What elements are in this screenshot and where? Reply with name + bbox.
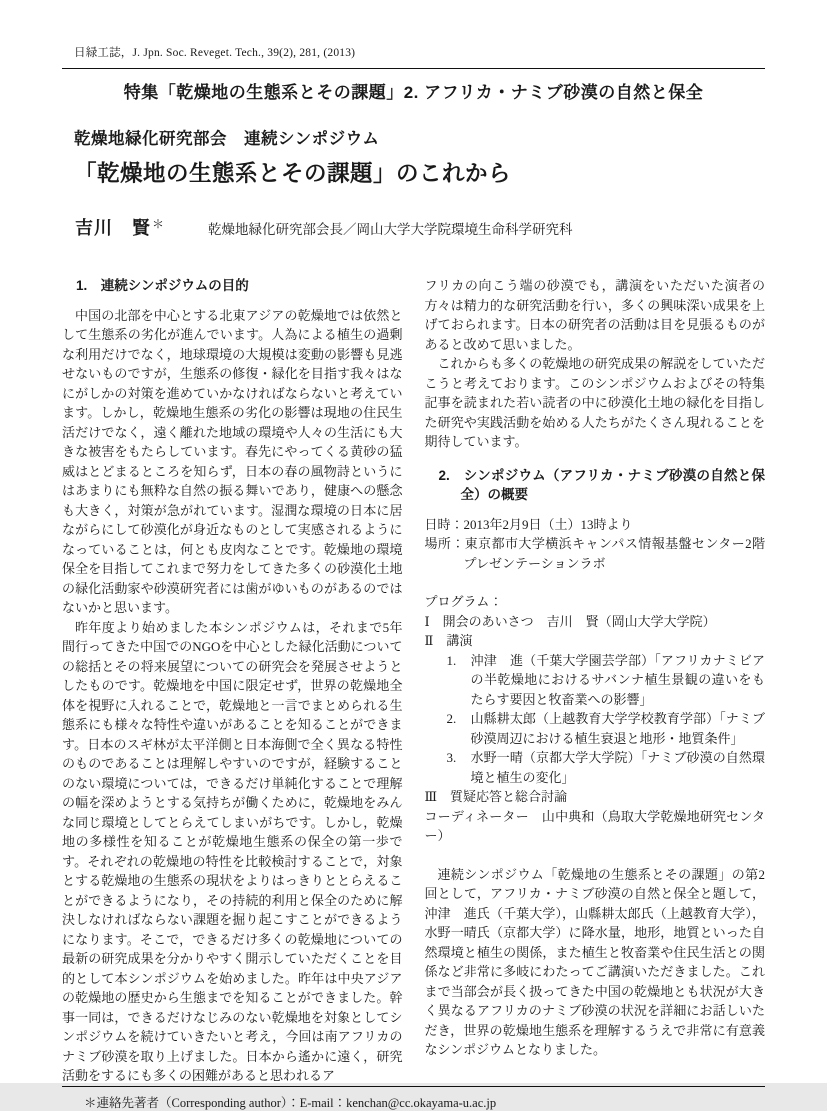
series-title: 乾燥地緑化研究部会 連続シンポジウム [74, 130, 380, 148]
symposium-place: 場所：東京都市大学横浜キャンパス情報基盤センター2階 プレゼンテーションラボ [424, 536, 779, 571]
feature-banner: 特集「乾燥地の生態系とその課題」2. アフリカ・ナミブ砂漠の自然と保全 [123, 83, 704, 102]
lecture-text: 山縣耕太郎（上越教育大学学校教育学部）「ナミブ砂漠周辺における植生衰退と地形・地質条件」 [470, 711, 765, 746]
spacer [425, 573, 766, 592]
author-line [62, 214, 765, 240]
section1-paragraph-1: 中国の北部を中心とする北東アジアの乾燥地では依然として生態系の劣化が進んでいます。人為による植生の過剰な利用だけでなく，地球環境の大規模は変動の影響も見逃せないものですが，生態系の修復・緑化を目指す我々はなにがしかの対策を進めていかなければならないと考えています。しかし，乾燥地生態系の劣化の影響は現地の住民生活だけでなく，遠く離れた地域の環境や人々の生活にも大きな被害をもたらしています。春先にやってくる黄砂の猛威はとどまるところを知らず，日本の春の風物詩というにはあまりにも無粋な自然の振る舞いであり，健康への懸念も大きく，対策が急がれています。湿潤な環境の日本に居ながらにして砂漠化が身近なものとして実感されるようになっていることは，何とも皮肉なことです。乾燥地の環境保全を目指してこれまで努力をしてきた多くの砂漠化土地の緑化活動家や砂漠研究者には歯がゆいものがあるのではないかと思います。 [62, 307, 403, 615]
lecture-number: 1. [446, 652, 457, 668]
spacer [425, 846, 766, 865]
article-title: 「乾燥地の生態系とその課題」のこれから [74, 161, 512, 186]
lecture-item-3 [425, 748, 766, 787]
lecture-text: 沖津 進（千葉大学園芸学部）「アフリカナミビアの半乾燥地におけるサバンナ植生景観の違いをもたらす要因と牧畜業への影響」 [470, 652, 765, 707]
left-column [62, 276, 403, 1086]
section2-summary-paragraph: 連続シンポジウム「乾燥地の生態系とその課題」の第2回として，アフリカ・ナミブ砂漠の自然と保全と題して，沖津 進氏（千葉大学），山縣耕太郎氏（上越教育大学），水野一晴氏（京都大学）に降水量，地形，地質といった自然環境と植生の関係，また植生と牧畜業や住民生活との関係など非常に多岐にわたってご講演いただきました。これまで当部会が長く扱ってきた中国の乾燥地とも状況が大きく異なるアフリカのナミブ砂漠の状況を詳細にお話しいただき，世界の乾燥地生態系を理解するうえで非常に有意義なシンポジウムとなりました。 [424, 866, 765, 1057]
program-coordinator: コーディネーター 山中典和（鳥取大学乾燥地研究センター） [424, 808, 765, 843]
title-block [62, 125, 765, 188]
corresponding-author-footnote: ＊連絡先著者（Corresponding author）：E-mail：kenchan@cc.okayama-u.ac.jp [62, 1086, 765, 1111]
program-item-discussion: Ⅲ 質疑応答と総合討論 [424, 789, 568, 804]
two-column-body [62, 276, 779, 1086]
author-affiliation: 乾燥地緑化研究部会長／岡山大学大学院環境生命科学研究科 [208, 222, 573, 237]
section1-paragraph-2: 昨年度より始めました本シンポジウムは，それまで5年間行ってきた中国でのNGOを中心とした緑化活動についての総括とその将来展望についての研究会を発展させようとしたものです。乾燥地を中国に限定せず，世界の乾燥地全体を視野に入れることで，乾燥地と一言でまとめられる生態系にも様々な特性や違いがあることを知ることができます。日本のスギ林が太平洋側と日本海側で全く異なる特性のものであることは理解しやすいのですが，経験することのない環境については，できるだけ単純化することで理解の幅を深めようとする気持ちが働くために，乾燥地をみんな同じ環境としてとらえてしまいがちです。しかし，乾燥地の多様性を知ることが乾燥地生態系の保全の第一歩です。それぞれの乾燥地の特性を比較検討することで，対象とする乾燥地の生態系の現状をよりはっきりととらえることができるようになり，その持続的利用と保全のために解決しなければならない課題を掘り起こすことができるようになります。そこで，できるだけ多くの乾燥地についての最新の研究成果を分かりやすく開示していただくことを目的として本シンポジウムを始めました。昨年は中央アジアの乾燥地の歴史から生態までを知ることができました。幹事一同は，できるだけなじみのない乾燥地を対象としてシンポジウムを続けていきたいと考え，今回は南アフリカのナミブ砂漠を取り上げました。日本から遙かに遠く，研究活動をするにも多くの困難があると思われるア [62, 619, 403, 1083]
author-name: 吉川 賢 [75, 218, 151, 238]
lecture-number: 3. [446, 750, 457, 765]
program-item-lectures: Ⅱ 講演 [424, 633, 473, 648]
right-column [424, 276, 779, 1086]
lecture-item-2 [425, 709, 766, 748]
section1-paragraph-3: これからも多くの乾燥地の研究成果の解説をしていただこうと考えております。このシンポジウムおよびその特集記事を読まれた若い読者の中に砂漠化土地の緑化を目指した研究や実践活動を始める人たちがたくさん現れることを期待しています。 [424, 356, 765, 449]
program-label: プログラム： [424, 594, 503, 609]
lecture-list [425, 651, 766, 788]
journal-citation: 日緑工誌，J. Jpn. Soc. Reveget. Tech., 39(2), 281, (2013) [74, 47, 356, 59]
lecture-number: 2. [446, 711, 457, 726]
lecture-text: 水野一晴（京都大学大学院）「ナミブ砂漠の自然環境と植生の変化」 [470, 750, 765, 785]
section1-paragraph-2-continuation: フリカの向こう端の砂漠でも，講演をいただいた演者の方々は精力的な研究活動を行い，多くの興味深い成果を上げておられます。日本の研究者の活動は目を見張るものがあると改めて思いました。 [424, 278, 765, 352]
section1-heading: 1. 連続シンポジウムの目的 [76, 278, 249, 293]
corresponding-author-marker: ＊ [152, 217, 165, 231]
section2-heading: 2. シンポジウム（アフリカ・ナミブ砂漠の自然と保全）の概要 [438, 467, 765, 502]
symposium-datetime: 日時：2013年2月9日（土）13時より [424, 516, 633, 532]
program-item-opening: Ⅰ 開会のあいさつ 吉川 賢（岡山大学大学院） [424, 613, 716, 629]
lecture-item-1 [425, 651, 766, 710]
